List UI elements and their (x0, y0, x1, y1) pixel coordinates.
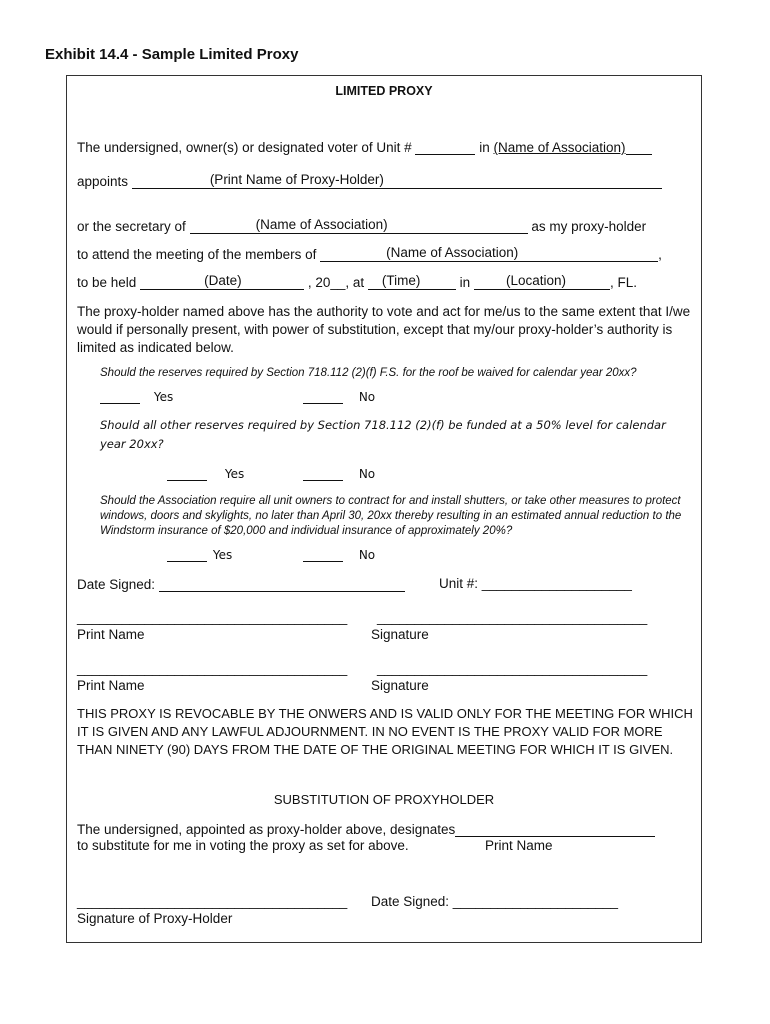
secretary-association-field[interactable] (190, 218, 528, 234)
substitute-print-name-label: Print Name (485, 838, 553, 853)
meeting-suffix: , (658, 247, 662, 262)
held-line (77, 274, 637, 290)
unit-line-prefix: The undersigned, owner(s) or designated voter of Unit # (77, 140, 412, 155)
meeting-association-placeholder: (Name of Association) (386, 245, 519, 260)
proxy-form-frame (66, 75, 702, 943)
question-1-yes[interactable] (100, 390, 173, 404)
question-3-no-label: No (358, 548, 376, 562)
substitution-date-signed[interactable]: Date Signed: ______________________ (371, 894, 618, 909)
print-name-2-field[interactable]: ____________________________________ (77, 661, 348, 676)
question-1-yes-blank[interactable] (100, 391, 140, 404)
print-name-2-label: Print Name (77, 678, 145, 693)
question-1-no-label: No (358, 390, 376, 404)
question-2-text: Should all other reserves required by Section 718.112 (2)(f) be funded at a 50% level for calendar year 20xx? (100, 418, 666, 451)
substitution-designates-text: The undersigned, appointed as proxy-holder above, designates (77, 822, 456, 837)
question-1-no-blank[interactable] (303, 391, 343, 404)
question-3-text: Should the Association require all unit owners to contract for and install shutters, or take other measures to protect windows, doors and skylights, no later than April 30, 20xx thereby resulting in an estimated annual reduction to the Windstorm insurance of $20,000 and individual insurance of approximately 20%? (100, 495, 682, 537)
meeting-line (77, 246, 662, 262)
year-at-text: , 20__, at (307, 275, 365, 290)
print-name-1-field[interactable]: ____________________________________ (77, 610, 348, 625)
date-signed-field[interactable] (159, 576, 405, 592)
proxy-holder-suffix: as my proxy-holder (531, 219, 647, 234)
question-2-no[interactable] (303, 467, 375, 481)
location-placeholder: (Location) (505, 273, 566, 288)
substitution-title: SUBSTITUTION OF PROXYHOLDER (273, 792, 495, 807)
question-1-no[interactable] (303, 390, 375, 404)
secretary-association-placeholder: (Name of Association) (255, 217, 388, 232)
question-2-yes-label: Yes (224, 467, 245, 481)
signature-of-proxy-holder-label: Signature of Proxy-Holder (77, 911, 233, 926)
appoints-label: appoints (77, 174, 129, 189)
held-label: to be held (77, 275, 137, 290)
question-2-no-blank[interactable] (303, 468, 343, 481)
exhibit-title: Exhibit 14.4 - Sample Limited Proxy (45, 46, 299, 63)
date-placeholder: (Date) (204, 273, 242, 288)
unit-number-row: Unit #: ____________________ (439, 576, 632, 591)
substitution-line-1 (77, 821, 655, 837)
meeting-time-field[interactable] (368, 274, 456, 290)
proxy-holder-name-field[interactable] (132, 173, 662, 189)
in-text: in (459, 275, 471, 290)
location-suffix: , FL. (609, 275, 637, 290)
question-3-no[interactable] (303, 548, 375, 562)
print-name-1-label: Print Name (77, 627, 145, 642)
form-title: LIMITED PROXY (335, 84, 433, 98)
question-1-yes-label: Yes (153, 390, 174, 404)
question-3-yes[interactable] (167, 548, 232, 562)
revocable-notice: THIS PROXY IS REVOCABLE BY THE ONWERS AND IS VALID ONLY FOR THE MEETING FOR WHICH IT IS GIVEN AND ANY LAWFUL ADJOURNMENT. IN NO EVENT IS THE PROXY VALID FOR MORE THAN NINETY (90) DAYS FROM THE DATE OF THE ORIGINAL MEETING FOR WHICH IT IS GIVEN. (77, 706, 693, 757)
meeting-label: to attend the meeting of the members of (77, 247, 317, 262)
signature-2-field[interactable]: ____________________________________ (377, 661, 648, 676)
authority-paragraph: The proxy-holder named above has the authority to vote and act for me/us to the same extent that I/we would if personally present, with power of substitution, except that my/our proxy-holder’s authority is limited as indicated below. (77, 304, 691, 355)
question-3-yes-label: Yes (212, 548, 233, 562)
meeting-date-field[interactable] (140, 274, 304, 290)
question-1-text: Should the reserves required by Section 718.112 (2)(f) F.S. for the roof be waived for calendar year 20xx? (100, 367, 637, 379)
question-2-no-label: No (358, 467, 376, 481)
association-name-tail (626, 139, 652, 155)
signature-1-label: Signature (371, 627, 429, 642)
question-3-no-blank[interactable] (303, 549, 343, 562)
proxy-holder-placeholder: (Print Name of Proxy-Holder) (209, 172, 384, 187)
secretary-label: or the secretary of (77, 219, 186, 234)
signature-1-field[interactable]: ____________________________________ (377, 610, 648, 625)
meeting-location-field[interactable] (474, 274, 610, 290)
substitution-line-2: to substitute for me in voting the proxy as set for above. (77, 838, 409, 853)
time-placeholder: (Time) (381, 273, 421, 288)
date-signed-label: Date Signed: (77, 577, 156, 592)
secretary-line (77, 218, 646, 234)
substitute-name-field[interactable] (455, 821, 655, 837)
proxy-holder-signature-field[interactable]: ____________________________________ (77, 894, 348, 909)
date-signed-row (77, 576, 405, 592)
appoints-line (77, 173, 662, 189)
meeting-association-field[interactable] (320, 246, 658, 262)
unit-number-field[interactable] (415, 139, 475, 155)
question-2-yes[interactable] (167, 467, 244, 481)
question-2-yes-blank[interactable] (167, 468, 207, 481)
association-name-field[interactable]: (Name of Association) (493, 140, 626, 155)
signature-2-label: Signature (371, 678, 429, 693)
unit-line (77, 139, 652, 155)
question-3-yes-blank[interactable] (167, 549, 207, 562)
unit-line-in: in (479, 140, 490, 155)
